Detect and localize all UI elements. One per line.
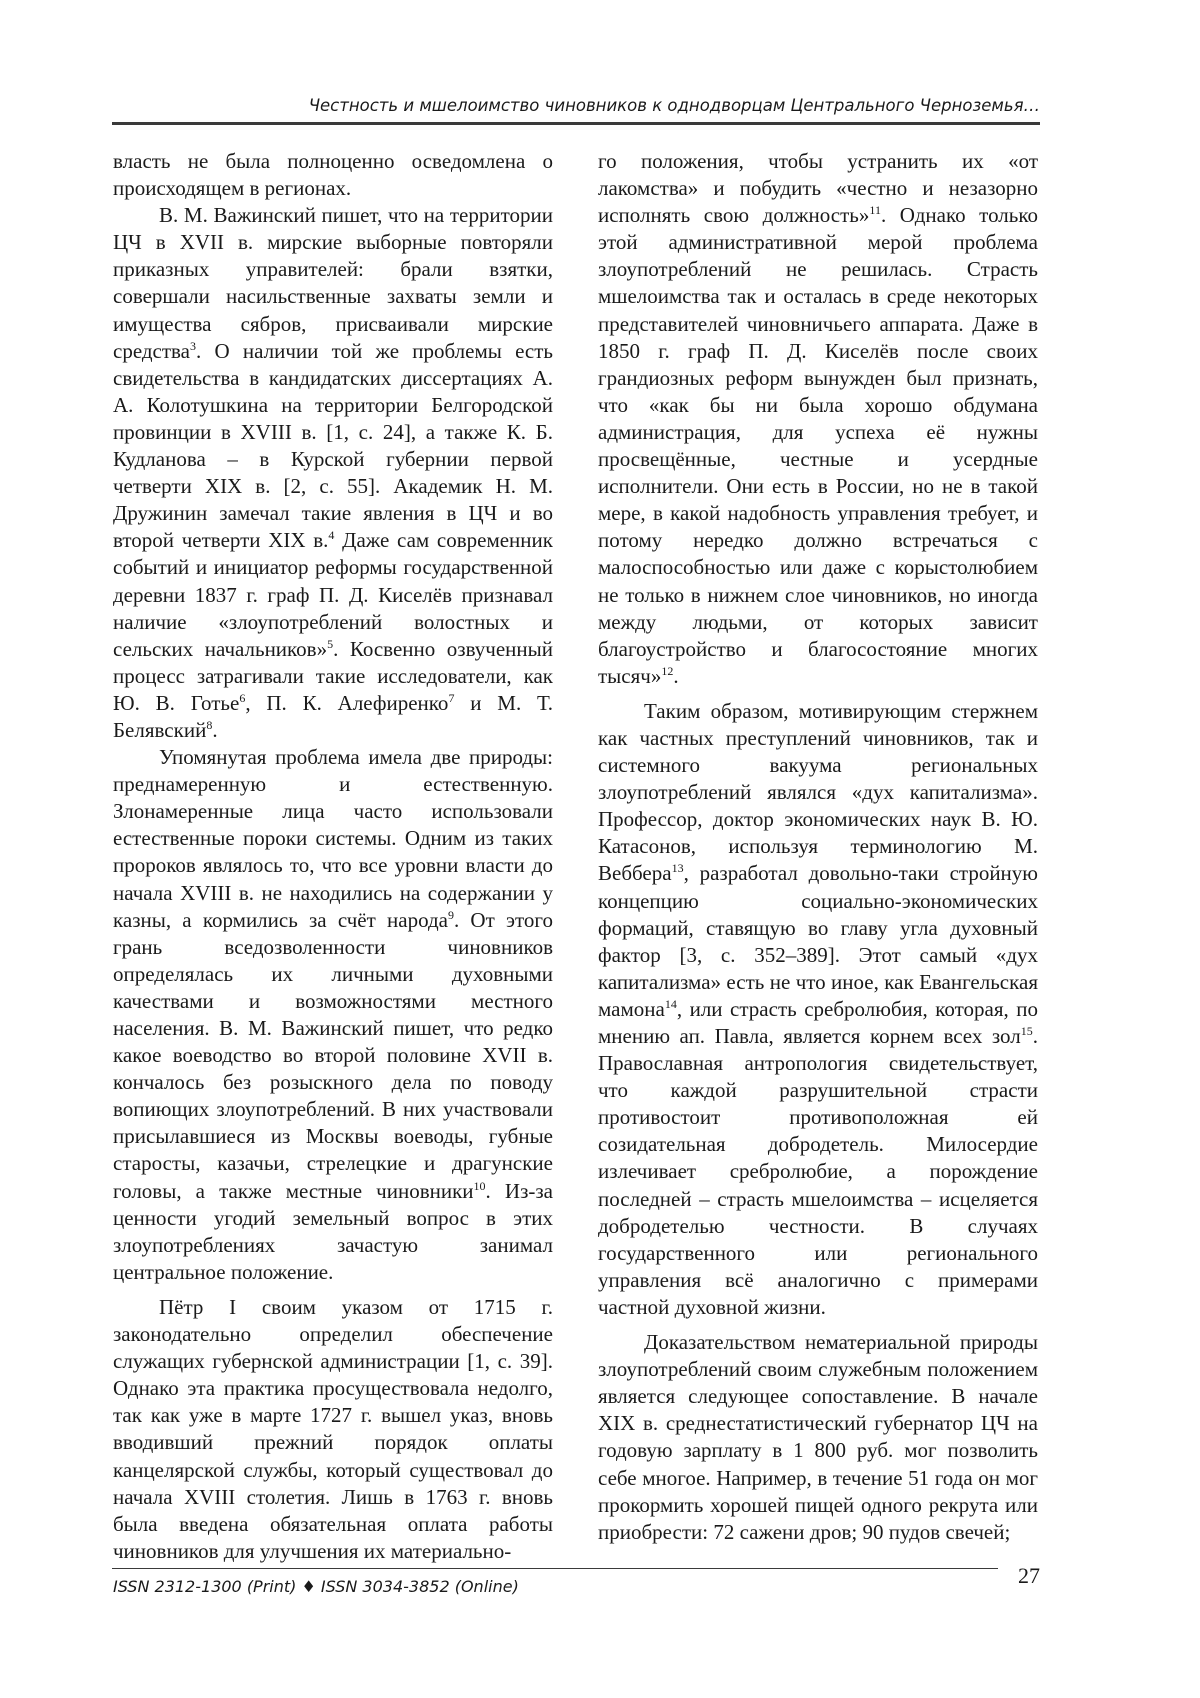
paragraph: В. М. Важинский пишет, что на территории ЦЧ в XVII в. мирские выборные повторяли приказных управителей: брали взятки, совершали насильственные захваты земли и имущества сябров, присваивали мирские средства$^3$. О наличии той же проблемы есть свидетельства в кандидатских диссертациях А. А. Колотушкина на территории Белгородской провинции в XVIII в. [1, с. 24], а также К. Б. Кудланова – в Курской губернии первой четверти XIX в. [2, с. 55]. Академик Н. М. Дружинин замечал такие явления в ЦЧ и во второй четверти XIX в.$^4$ Даже сам современник событий и инициатор реформы государственной деревни 1837 г. граф П. Д. Киселёв признавал наличие «злоупотреблений волостных и сельских начальников»$^5$. Косвенно озвученный процесс затрагивали такие исследователи, как Ю. В. Готье$^6$, П. К. Алефиренко$^7$ и М. Т. Белявский$^8$. — [113, 203, 554, 742]
paragraph: Пётр I своим указом от 1715 г. законодательно определил обеспечение служащих губернской администрации [1, с. 39]. Однако эта практика просуществовала недолго, так как уже в марте 1727 г. вышел указ, вновь вводивший прежний порядок оплаты канцелярской службы, который существовал до начала XVIII столетия. Лишь в 1763 г. вновь была введена обязательная оплата работы чиновников для улучшения их материально- — [113, 1294, 553, 1563]
footer-issn: ISSN 2312-1300 (Print) ♦ ISSN 3034-3852 (Online) — [113, 1577, 519, 1596]
footnote-marker: 9 — [447, 907, 454, 922]
footnote-marker: 14 — [664, 996, 677, 1011]
paragraph: го положения, чтобы устранить их «от лакомства» и побудить «честно и незазорно исполнять свою должность»$^{11}$. Однако только этой административной мерой проблема злоупотреблений не решилась. Страсть мшелоимства так и осталась в среде некоторых представителей чиновничьего аппарата. Даже в 1850 г. граф П. Д. Киселёв после своих грандиозных реформ вынужден был признать, что «как бы ни была хорошо обдумана администрация, для успеха её нужны просвещённые, честные и усердные исполнители. Они есть в России, но не в такой мере, в какой надобность управления требует, и потому нередко должно встречаться с малоспособностью или даже с корыстолюбием не только в нижнем слое чиновников, но иногда между людьми, от которых зависит благоустройство и благосостояние многих тысяч»$^{12}$. — [598, 149, 1038, 688]
footnote-marker: 6 — [239, 690, 246, 705]
footnote-marker: 12 — [661, 663, 674, 678]
footnote-marker: 15 — [1020, 1024, 1033, 1038]
footnote-marker: 13 — [671, 861, 684, 876]
running-header: Честность и мшелоимство чиновников к однодворцам Центрального Черноземья… — [308, 96, 1040, 115]
right-column — [598, 148, 1038, 1546]
paragraph: Доказательством нематериальной природы злоупотреблений своим служебным положением является следующее сопоставление. В начале XIX в. среднестатистический губернатор ЦЧ на годовую зарплату в 1 800 руб. мог позволить себе многое. Например, в течение 51 года он мог прокормить хорошей пищей одного рекрута или приобрести: 72 сажени дров; 90 пудов свечей; — [598, 1330, 1038, 1544]
footnote-marker: 4 — [328, 528, 335, 543]
page-number: 27 — [1018, 1563, 1040, 1588]
footnote-marker: 11 — [869, 203, 881, 218]
footnote-marker: 5 — [327, 636, 334, 651]
header-rule — [112, 122, 1040, 125]
footnote-marker: 10 — [473, 1178, 486, 1193]
footnote-marker: 7 — [448, 690, 455, 705]
paragraph: Упомянутая проблема имела две природы: преднамеренную и естественную. Злонамеренные лица часто использовали естественные пороки системы. Одним из таких пророков являлось то, что все уровни власти до начала XVIII в. не находились на содержании у казны, а кормились за счёт народа$^9$. От этого грань вседозволенности чиновников определялась их личными духовными качествами и возможностями местного населения. В. М. Важинский пишет, что редко какое воеводство во второй половине XVII в. кончалось без розыскного дела по поводу вопиющих злоупотреблений. В них участвовали присылавшиеся из Москвы воеводы, губные старосты, казачьи, стрелецкие и драгунские головы, а также местные чиновники$^{10}$. Из-за ценности угодий земельный вопрос в этих злоупотреблениях зачастую занимал центральное положение. — [113, 745, 553, 1284]
left-column — [113, 148, 553, 1565]
paragraph: Таким образом, мотивирующим стержнем как частных преступлений чиновников, так и системного вакуума региональных злоупотреблений являлся «дух капитализма». Профессор, доктор экономических наук В. Ю. Катасонов, используя терминологию М. Веббера$^{13}$, разработал довольно-таки стройную концепцию социально-экономических формаций, ставящую во главу угла духовный фактор [3, с. 352–389]. Этот самый «дух капитализма» есть не что иное, как Евангельская мамона$^{14}$, или страсть сребролюбия, которая, по мнению ап. Павла, является корнем всех зол$^{15}$. Православная антропология свидетельствует, что каждой разрушительной страсти противостоит противоположная ей созидательная добродетель. Милосердие излечивает сребролюбие, а порождение последней – страсть мшелоимства – исцеляется добродетелью честности. В случаях государственного или регионального управления всё аналогично с примерами частной духовной жизни. — [598, 698, 1038, 1319]
footnote-marker: 8 — [206, 717, 213, 732]
footnote-marker: 3 — [190, 338, 197, 353]
paragraph: власть не была полноценно осведомлена о происходящем в регионах. — [113, 149, 553, 201]
footer-rule — [112, 1568, 998, 1569]
